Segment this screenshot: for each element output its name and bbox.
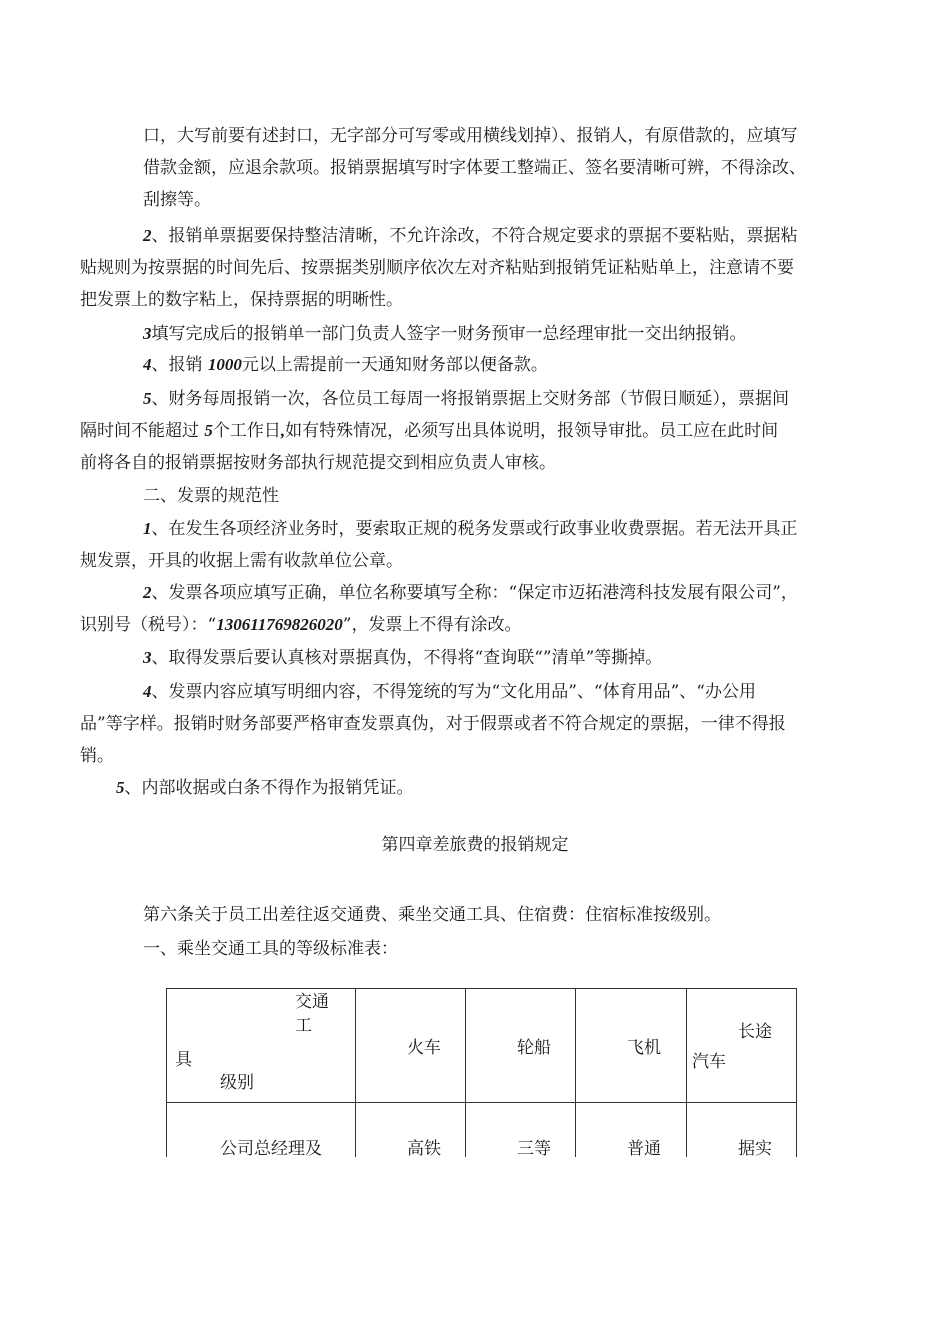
para-5-line-3: 前将各自的报销票据按财务部执行规范提交到相应负责人审核。 (80, 453, 556, 473)
para-text: 隔时间不能超过 (80, 421, 205, 441)
tax-id: 130611769826020 (216, 615, 343, 634)
para-text: ”，发票上不得有涂改。 (342, 615, 522, 635)
s2-para-4-line-1 (143, 680, 756, 704)
article-6: 第六条关于员工出差往返交通费、乘坐交通工具、住宿费：住宿标准按级别。 (143, 905, 721, 925)
row-bus: 据实 (738, 1139, 772, 1159)
header-ship: 轮船 (517, 1038, 551, 1058)
header-transport-label: 交通 (295, 992, 329, 1012)
section-2-title: 二、发票的规范性 (143, 486, 279, 506)
item-number: 3 (143, 324, 152, 343)
para-1-line-1: 口，大写前要有述封口，无字部分可写零或用横线划掉）、报销人，有原借款的，应填写 (143, 126, 798, 146)
para-text: 、报销 (151, 355, 208, 375)
s2-para-2-line-2 (80, 613, 521, 637)
chapter-4-title: 第四章差旅费的报销规定 (381, 835, 569, 855)
item-number: 4 (143, 355, 152, 374)
amount-value: 1000 (207, 355, 242, 374)
item-number: 4 (143, 682, 152, 701)
para-text: 元以上需提前一天通知财务部以便备款。 (241, 355, 548, 375)
header-level-label: 级别 (220, 1073, 254, 1093)
header-bus-line-1: 长途 (738, 1022, 772, 1042)
para-text: 、内部收据或白条不得作为报销凭证。 (124, 778, 414, 798)
item-number: 1 (143, 519, 152, 538)
item-number: 3 (143, 648, 152, 667)
header-transport-label-3: 具 (175, 1050, 192, 1070)
s2-para-1-line-1 (143, 517, 798, 541)
para-text: 个工作日 (212, 421, 281, 441)
item-number: 5 (116, 778, 125, 797)
para-text: 、在发生各项经济业务时，要索取正规的税务发票或行政事业收费票据。若无法开具正 (151, 519, 798, 539)
para-text: 如有特殊情况，必须写出具体说明，报领导审批。员工应在此时间 (285, 421, 779, 441)
para-text: 、报销单票据要保持整洁清晰，不允许涂改，不符合规定要求的票据不要粘贴，票据粘 (151, 226, 798, 246)
para-5-line-2 (80, 419, 778, 443)
header-bus-line-2: 汽车 (692, 1052, 726, 1072)
days-value: 5 (204, 421, 213, 440)
para-text: 识别号（税号）：“ (80, 615, 217, 635)
s2-para-2-line-1 (143, 581, 798, 605)
para-1-line-3: 刮擦等。 (143, 190, 211, 210)
para-text: 填写完成后的报销单一部门负责人签字一财务预审一总经理审批一交出纳报销。 (151, 324, 747, 344)
para-text: 、财务每周报销一次，各位员工每周一将报销票据上交财务部（节假日顺延），票据间 (151, 389, 789, 409)
comma: , (280, 421, 286, 440)
item-number: 2 (143, 583, 152, 602)
para-5-line-1 (143, 387, 789, 411)
para-text: 、取得发票后要认真核对票据真伪，不得将“查询联“”清单”等撕掉。 (151, 648, 663, 668)
header-train: 火车 (407, 1038, 441, 1058)
s2-para-4-line-3: 销。 (80, 746, 114, 766)
para-1-line-2: 借款金额，应退余款项。报销票据填写时字体要工整端正、签名要清晰可辨，不得涂改、 (143, 158, 806, 178)
para-2-line-1 (143, 224, 798, 248)
s2-para-3 (143, 646, 662, 670)
para-2-line-2: 贴规则为按票据的时间先后、按票据类别顺序依次左对齐粘贴到报销凭证粘贴单上，注意请不要 (80, 258, 794, 278)
para-text: 、发票内容应填写明细内容，不得笼统的写为“文化用品”、“体育用品”、“办公用 (151, 682, 756, 702)
table-intro: 一、乘坐交通工具的等级标准表： (143, 939, 398, 959)
s2-para-5 (116, 776, 414, 800)
header-transport-label-2: 工 (295, 1016, 312, 1036)
row-level: 公司总经理及 (220, 1139, 322, 1159)
row-ship: 三等 (517, 1139, 551, 1159)
para-text: 、发票各项应填写正确，单位名称要填写全称：“保定市迈拓港湾科技发展有限公司”， (151, 583, 798, 603)
item-number: 5 (143, 389, 152, 408)
item-number: 2 (143, 226, 152, 245)
s2-para-4-line-2: 品”等字样。报销时财务部要严格审查发票真伪，对于假票或者不符合规定的票据，一律不得报 (80, 714, 786, 734)
para-3 (143, 322, 747, 346)
row-plane: 普通 (627, 1139, 661, 1159)
s2-para-1-line-2: 规发票，开具的收据上需有收款单位公章。 (80, 551, 403, 571)
para-2-line-3: 把发票上的数字粘上，保持票据的明晰性。 (80, 290, 403, 310)
header-plane: 飞机 (627, 1038, 661, 1058)
para-4 (143, 353, 548, 377)
row-train: 高铁 (407, 1139, 441, 1159)
